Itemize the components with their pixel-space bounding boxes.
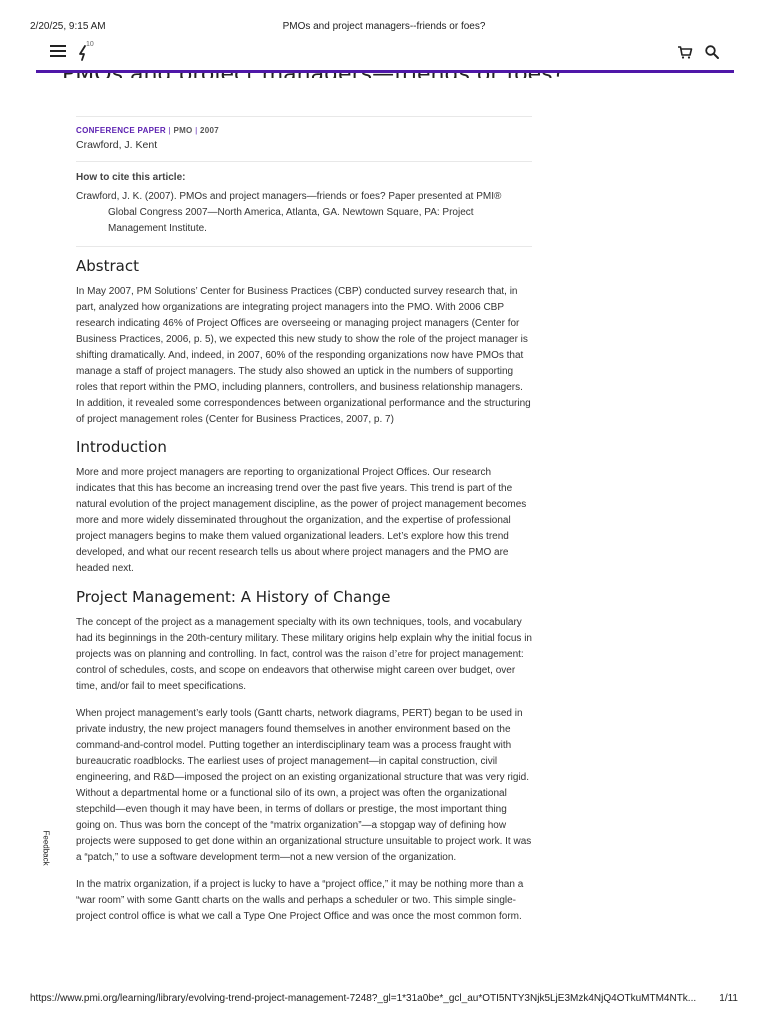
- history-paragraph-1: [76, 615, 532, 695]
- introduction-heading: Introduction: [76, 438, 167, 456]
- abstract-paragraph: In May 2007, PM Solutions’ Center for Business Practices (CBP) conducted survey research that, in part, analyzed how organizations are integrating project managers into the PMO. With 2006 CBP research indicating 46% of Project Offices are overseeing or managing project managers (Center for Business Practices, 2006, p. 5), we expected this new study to show the role of the project manager is shifting dramatically. And, indeed, in 2007, 60% of the responding organizations now have PMOs that manage a staff of project managers. The study also showed an uptick in the numbers of supporting roles that report within the PMO, including planners, controllers, and business relationship managers. In addition, it revealed some correspondences between organizational performance and the structuring of project management roles (Center for Business Practices, 2007, p. 7): [76, 286, 531, 425]
- abstract-heading: Abstract: [76, 257, 139, 275]
- print-url: https://www.pmi.org/learning/library/evolving-trend-project-management-7248?_gl=1*31a0be*_gcl_au*OTI5NTY3Njk5LjE3Mzk4NjQ4OTkuMTM4NTk...: [30, 993, 697, 1004]
- notification-count: 10: [86, 41, 94, 48]
- notification-icon[interactable]: [76, 41, 98, 64]
- article-meta: [76, 116, 532, 151]
- site-header: [36, 38, 734, 73]
- print-header: [0, 0, 768, 32]
- topic-link[interactable]: PMO: [173, 126, 193, 135]
- citation-heading: How to cite this article:: [76, 172, 186, 183]
- print-title: PMOs and project managers--friends or foes?: [282, 21, 486, 32]
- article: [76, 116, 532, 925]
- history-p1-text-after: for project management: control of schedules, costs, and scope on endeavors that otherwise might careen over budget, over time, and/or fail to meet specifications.: [76, 649, 524, 692]
- menu-icon[interactable]: [50, 43, 66, 59]
- search-icon[interactable]: [704, 44, 720, 60]
- meta-separator: |: [168, 126, 171, 135]
- history-p1-italic-phrase: raison d’etre: [362, 649, 413, 660]
- introduction-paragraph: More and more project managers are reporting to organizational Project Offices. Our research indicates that this has become an increasing trend over the past five years. This trend is part of the natural evolution of the project management discipline, as the power of project management becomes more and more widely disseminated throughout the organization, and the expertise of professional project managers begins to make them valued organizational leaders. Let’s explore how this trend developed, and what our recent research tells us about where project managers and the PMO are headed next.: [76, 467, 527, 574]
- history-heading: Project Management: A History of Change: [76, 588, 391, 606]
- citation-block: [76, 161, 532, 247]
- feedback-label: Feedback: [41, 830, 51, 866]
- author-name[interactable]: Crawford, J. Kent: [76, 139, 158, 151]
- history-paragraph-3: In the matrix organization, if a project is lucky to have a “project office,” it may be nothing more than a “war room” with some Gantt charts on the walls and perhaps a scheduler or two. This simple single-project control office is what we call a Type One Project Office and was once the most common form.: [76, 879, 524, 922]
- meta-line: [76, 126, 532, 135]
- history-p1-text-before: The concept of the project as a management specialty with its own techniques, tools, and vocabulary had its beginnings in the 20th-century military. These military origins help explain why the initial focus in projects was on planning and controlling. In fact, control was the: [76, 617, 532, 660]
- year-tag: 2007: [200, 126, 220, 135]
- page-number: 1/11: [719, 993, 738, 1004]
- content-type-link[interactable]: CONFERENCE PAPER: [76, 126, 166, 135]
- meta-separator: |: [195, 126, 198, 135]
- feedback-tab[interactable]: [40, 832, 50, 872]
- cart-icon[interactable]: [677, 44, 693, 60]
- citation-text: Crawford, J. K. (2007). PMOs and project managers—friends or foes? Paper presented at PMI® Global Congress 2007—North America, Atlanta, GA. Newtown Square, PA: Project Management Institute.: [76, 191, 502, 234]
- print-date: 2/20/25, 9:15 AM: [30, 21, 106, 32]
- history-paragraph-2: When project management’s early tools (Gantt charts, network diagrams, PERT) began to be used in private industry, the new project managers found themselves in another environment based on the command-and-control model. Putting together an interdisciplinary team was a process fraught with bureaucratic roadblocks. The earliest uses of project management—in capital construction, civil engineering, and R&D—imposed the project on an existing organizational structure that was very rigid. Without a departmental home or a functional silo of its own, a project was often the organizational stepchild—even though it may have been, in terms of dollars or prestige, the most important thing going on. Thus was born the concept of the “matrix organization”—a stopgap way of defining how projects were supposed to get done within an organizational structure unsuitable to project work. It was a “patch,” to use a software development term—not a new version of the organization.: [76, 708, 532, 863]
